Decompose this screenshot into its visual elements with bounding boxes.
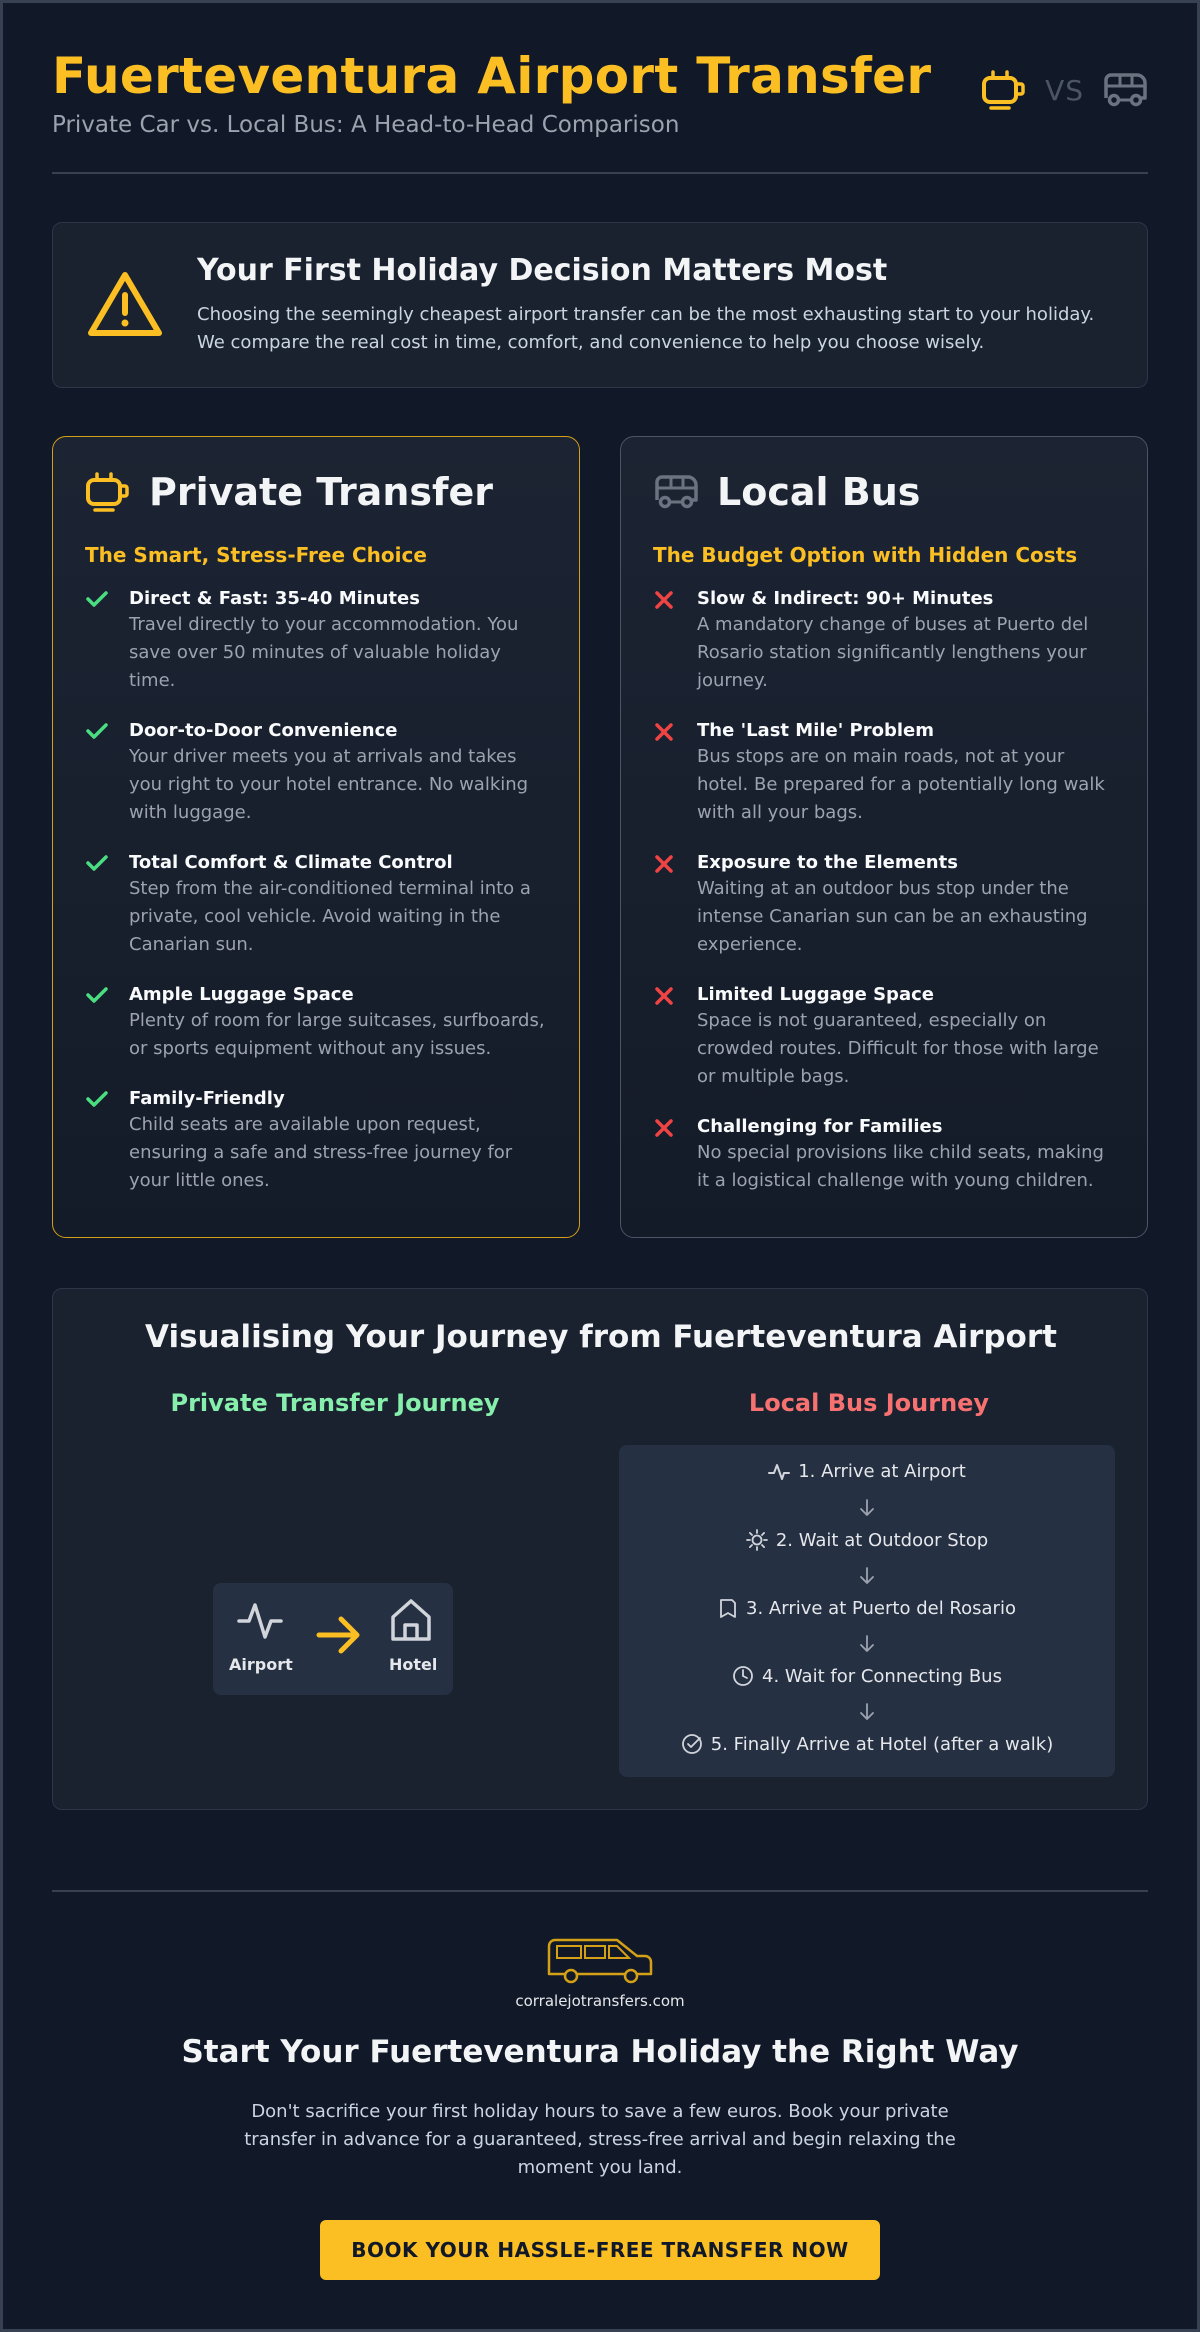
private-benefits-list	[85, 587, 547, 1195]
hotel-label: Hotel	[389, 1655, 438, 1674]
drawback-text: Waiting at an outdoor bus stop under the intense Canarian sun can be an exhausting experience.	[697, 878, 1088, 955]
page-title: Fuerteventura Airport Transfer	[52, 47, 932, 105]
intro-alert	[52, 222, 1148, 388]
brand-logo[interactable]	[52, 1936, 1148, 2010]
bus-card-header	[653, 467, 1115, 517]
cta-text: Don't sacrifice your first holiday hours to save a few euros. Book your private transfer in advance for a guaranteed, stress-free arrival and begin relaxing the moment you land.	[244, 2101, 956, 2178]
step-label: 4. Wait for Connecting Bus	[762, 1665, 1002, 1687]
bus-drawbacks-list	[653, 587, 1115, 1195]
drawback-title: The 'Last Mile' Problem	[697, 720, 934, 741]
bus-icon	[653, 474, 699, 510]
drawback-text: Bus stops are on main roads, not at your hotel. Be prepared for a potentially long walk with all your bags.	[697, 746, 1105, 823]
list-item	[85, 587, 547, 695]
check-icon	[85, 589, 109, 609]
van-logo-icon	[545, 1936, 655, 1984]
benefit-text: Travel directly to your accommodation. You save over 50 minutes of valuable holiday time.	[129, 614, 519, 691]
benefit-title: Direct & Fast: 35-40 Minutes	[129, 588, 420, 609]
bus-card-subtitle: The Budget Option with Hidden Costs	[653, 543, 1078, 567]
page-subtitle: Private Car vs. Local Bus: A Head-to-Head Comparison	[52, 112, 680, 138]
cross-icon	[653, 721, 675, 743]
local-bus-card	[620, 436, 1148, 1238]
journey-step	[619, 1461, 1115, 1482]
benefit-text: Child seats are available upon request, ensuring a safe and stress-free journey for your little ones.	[129, 1114, 513, 1191]
cta-title: Start Your Fuerteventura Holiday the Right Way	[181, 2034, 1019, 2070]
cross-icon	[653, 853, 675, 875]
check-icon	[85, 1089, 109, 1109]
footer-divider	[52, 1890, 1148, 1892]
benefit-text: Your driver meets you at arrivals and takes you right to your hotel entrance. No walking with luggage.	[129, 746, 529, 823]
step-label: 3. Arrive at Puerto del Rosario	[746, 1597, 1016, 1619]
arrow-down-icon	[859, 1499, 875, 1517]
check-icon	[85, 985, 109, 1005]
warning-icon	[85, 269, 165, 341]
map-pin-icon	[718, 1597, 738, 1619]
car-icon	[85, 472, 131, 512]
list-item	[85, 1087, 547, 1195]
drawback-text: A mandatory change of buses at Puerto del Rosario station significantly lengthens your journey.	[697, 614, 1089, 691]
check-icon	[85, 721, 109, 741]
private-card-header	[85, 467, 547, 517]
journey-visualisation	[52, 1288, 1148, 1810]
drawback-text: Space is not guaranteed, especially on crowded routes. Difficult for those with large or multiple bags.	[697, 1010, 1099, 1087]
private-card-subtitle: The Smart, Stress-Free Choice	[85, 543, 427, 567]
alert-text: Choosing the seemingly cheapest airport transfer can be the most exhausting start to your holiday. We compare the real cost in time, comfort, and convenience to help you choose wisely.	[197, 304, 1095, 353]
step-label: 1. Arrive at Airport	[798, 1461, 966, 1482]
check-icon	[85, 853, 109, 873]
benefit-title: Ample Luggage Space	[129, 984, 354, 1005]
header-divider	[52, 172, 1148, 174]
journey-step	[619, 1597, 1115, 1619]
cross-icon	[653, 985, 675, 1007]
list-item	[653, 1115, 1115, 1195]
vs-label: VS	[1045, 73, 1084, 107]
clock-icon	[732, 1665, 754, 1687]
private-journey-title: Private Transfer Journey	[170, 1389, 500, 1417]
bus-journey-steps	[619, 1445, 1115, 1777]
cross-icon	[653, 1117, 675, 1139]
car-icon	[981, 70, 1027, 110]
journey-step	[619, 1665, 1115, 1687]
sun-icon	[746, 1529, 768, 1551]
private-journey-diagram	[213, 1583, 453, 1695]
alert-title: Your First Holiday Decision Matters Most	[197, 253, 888, 288]
drawback-title: Limited Luggage Space	[697, 984, 934, 1005]
journey-step	[619, 1733, 1115, 1755]
cross-icon	[653, 589, 675, 611]
private-card-title: Private Transfer	[149, 470, 494, 514]
list-item	[653, 719, 1115, 827]
benefit-text: Plenty of room for large suitcases, surfboards, or sports equipment without any issues.	[129, 1010, 545, 1059]
list-item	[85, 719, 547, 827]
benefit-text: Step from the air-conditioned terminal into a private, cool vehicle. Avoid waiting in the Canarian sun.	[129, 878, 531, 955]
arrow-right-icon	[315, 1615, 363, 1655]
list-item	[653, 983, 1115, 1091]
bus-card-title: Local Bus	[717, 470, 921, 514]
logo-text: corralejotransfers.com	[515, 1992, 685, 2010]
drawback-text: No special provisions like child seats, making it a logistical challenge with young children.	[697, 1142, 1104, 1191]
drawback-title: Exposure to the Elements	[697, 852, 958, 873]
benefit-title: Family-Friendly	[129, 1088, 285, 1109]
bus-journey-title: Local Bus Journey	[748, 1389, 990, 1417]
home-icon	[389, 1597, 433, 1643]
private-transfer-card	[52, 436, 580, 1238]
pulse-icon	[768, 1462, 790, 1482]
journey-title: Visualising Your Journey from Fuerteventura Airport	[145, 1319, 1057, 1355]
step-label: 5. Finally Arrive at Hotel (after a walk)	[710, 1733, 1054, 1755]
benefit-title: Door-to-Door Convenience	[129, 720, 398, 741]
page-header	[52, 46, 1148, 174]
journey-step	[619, 1529, 1115, 1551]
list-item	[85, 983, 547, 1063]
airport-label: Airport	[229, 1655, 293, 1674]
arrow-down-icon	[859, 1703, 875, 1721]
check-circle-icon	[681, 1733, 703, 1755]
arrow-down-icon	[859, 1567, 875, 1585]
drawback-title: Slow & Indirect: 90+ Minutes	[697, 588, 994, 609]
drawback-title: Challenging for Families	[697, 1116, 943, 1137]
bus-icon	[1102, 72, 1148, 108]
list-item	[85, 851, 547, 959]
pulse-icon	[237, 1599, 283, 1641]
step-label: 2. Wait at Outdoor Stop	[775, 1529, 989, 1551]
list-item	[653, 851, 1115, 959]
list-item	[653, 587, 1115, 695]
benefit-title: Total Comfort & Climate Control	[129, 852, 453, 873]
arrow-down-icon	[859, 1635, 875, 1653]
header-icons	[981, 70, 1148, 110]
book-transfer-button[interactable]: BOOK YOUR HASSLE-FREE TRANSFER NOW	[320, 2220, 880, 2280]
